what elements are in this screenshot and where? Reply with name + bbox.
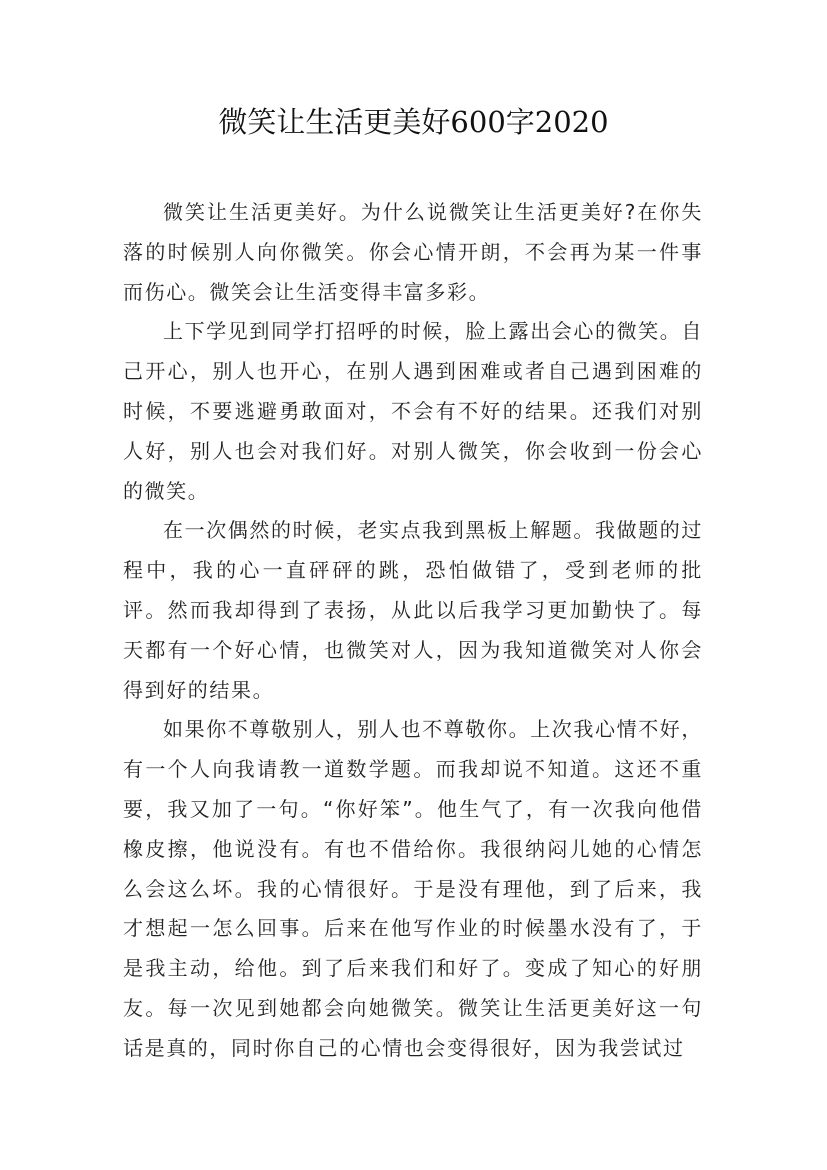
paragraph-4: 如果你不尊敬别人，别人也不尊敬你。上次我心情不好，有一个人向我请教一道数学题。而我却说不知道。这还不重要，我又加了一句。“你好笨”。他生气了，有一次我向他借橡皮擦，他说没有。有也不借给你。我很纳闷儿她的心情怎么会这么坏。我的心情很好。于是没有理他，到了后来，我才想起一怎么回事。后来在他写作业的时候墨水没有了，于是我主动，给他。到了后来我们和好了。变成了知心的好朋友。每一次见到她都会向她微笑。微笑让生活更美好这一句话是真的，同时你自己的心情也会变得很好，因为我尝试过 [123,717,703,1060]
paragraph-3: 在一次偶然的时候，老实点我到黑板上解题。我做题的过程中，我的心一直砰砰的跳，恐怕做错了，受到老师的批评。然而我却得到了表扬，从此以后我学习更加勤快了。每天都有一个好心情，也微笑对人，因为我知道微笑对人你会得到好的结果。 [123,518,703,702]
document-title: 微笑让生活更美好600字2020 [218,105,609,139]
paragraph-2: 上下学见到同学打招呼的时候，脸上露出会心的微笑。自己开心，别人也开心，在别人遇到困难或者自己遇到困难的时候，不要逃避勇敢面对，不会有不好的结果。还我们对别人好，别人也会对我们好。对别人微笑，你会收到一份会心的微笑。 [123,319,703,503]
paragraph-1: 微笑让生活更美好。为什么说微笑让生活更美好?在你失落的时候别人向你微笑。你会心情开朗，不会再为某一件事而伤心。微笑会让生活变得丰富多彩。 [123,200,703,304]
document-body [123,193,703,1069]
